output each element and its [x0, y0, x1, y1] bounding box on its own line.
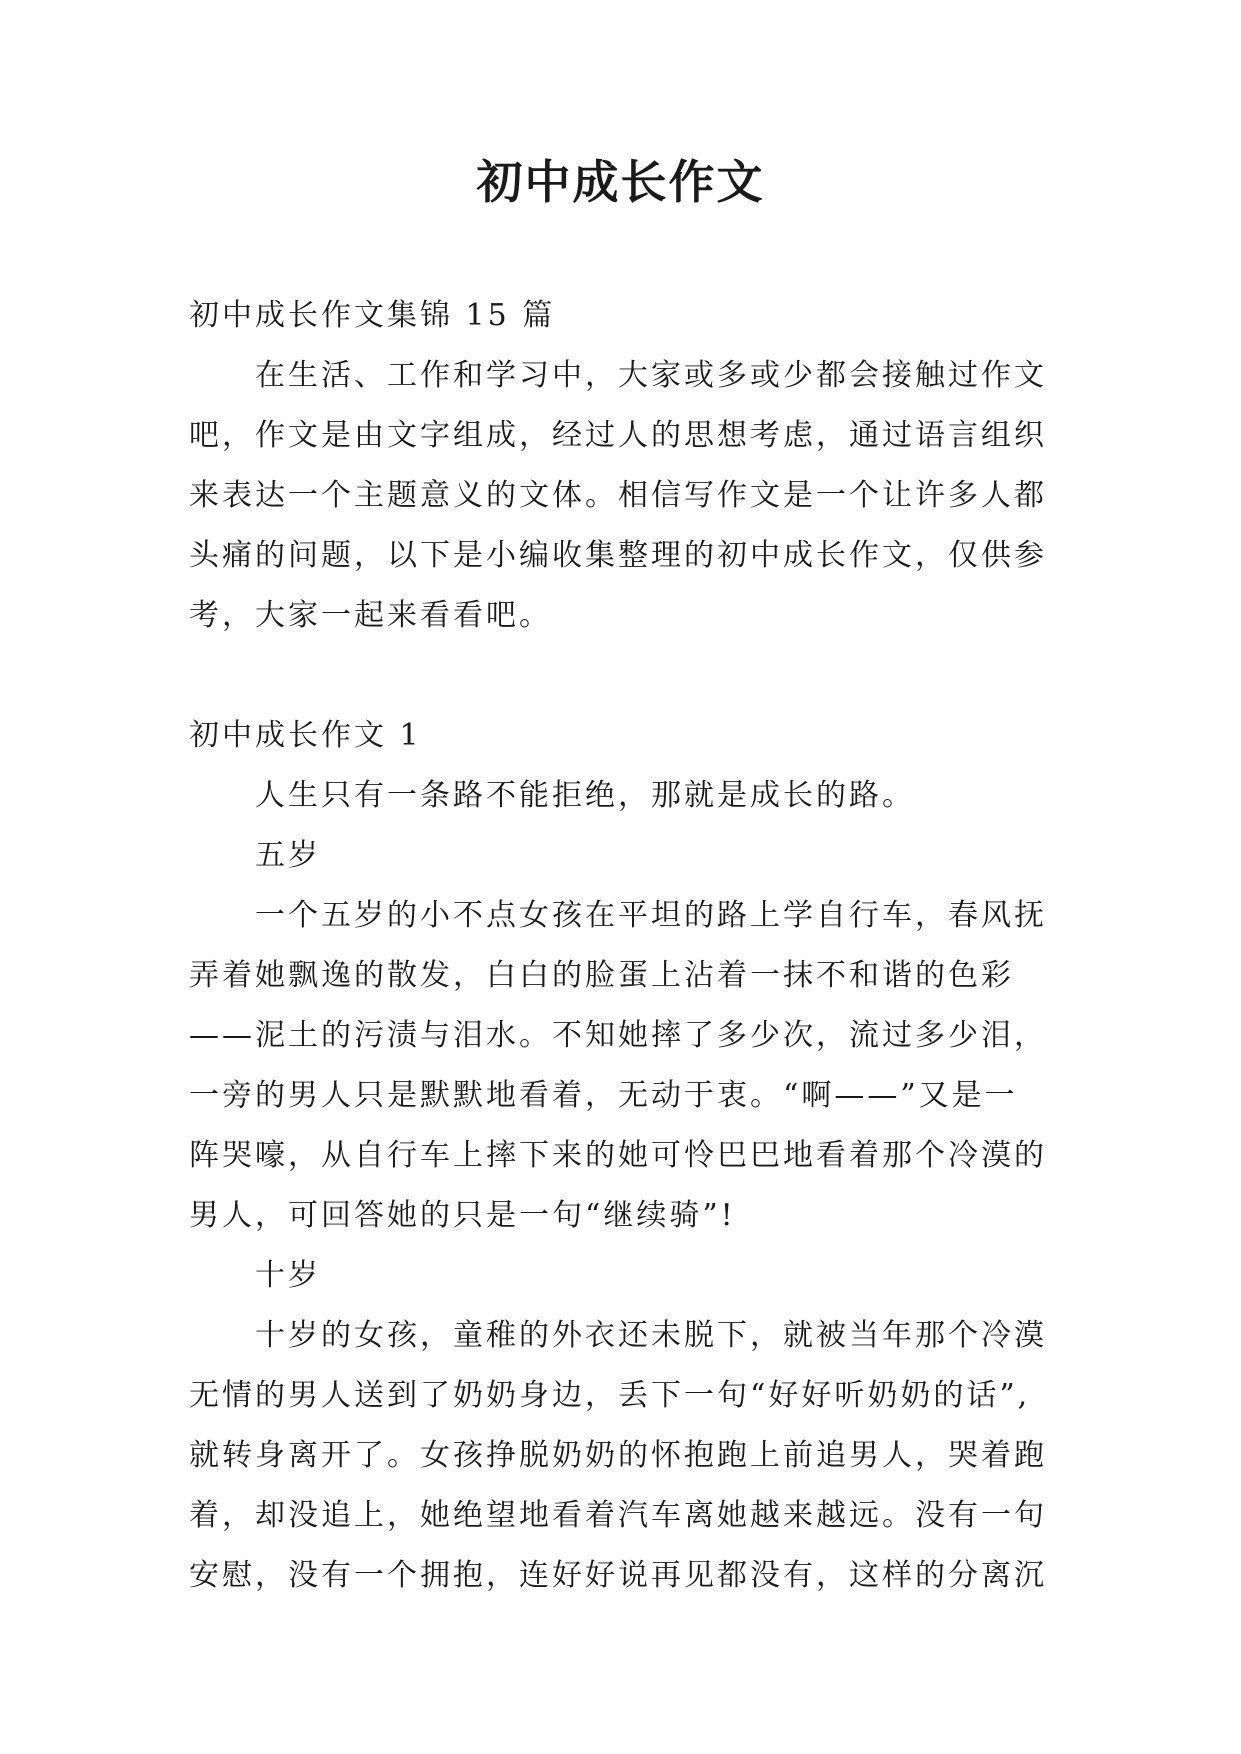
paragraph-line: 十岁的女孩，童稚的外衣还未脱下，就被当年那个冷漠 [255, 1318, 1047, 1353]
paragraph-line: 一个五岁的小不点女孩在平坦的路上学自行车，春风抚 [255, 898, 1047, 933]
document-body [189, 286, 1059, 1606]
paragraph-gap [189, 646, 1059, 706]
section-heading: 初中成长作文 1 [189, 718, 422, 753]
paragraph-line: 安慰，没有一个拥抱，连好好说再见都没有，这样的分离沉 [189, 1558, 1047, 1593]
intro-line: 在生活、工作和学习中，大家或多或少都会接触过作文 [255, 358, 1047, 393]
paragraph-line: 就转身离开了。女孩挣脱奶奶的怀抱跑上前追男人，哭着跑 [189, 1438, 1047, 1473]
collection-subtitle: 初中成长作文集锦 15 篇 [189, 298, 556, 333]
paragraph-line: 着，却没追上，她绝望地看着汽车离她越来越远。没有一句 [189, 1498, 1047, 1533]
paragraph-line: 一旁的男人只是默默地看着，无动于衷。“啊——”又是一 [189, 1078, 1018, 1113]
intro-line: 吧，作文是由文字组成，经过人的思想考虑，通过语言组织 [189, 418, 1047, 453]
paragraph-line: 无情的男人送到了奶奶身边，丢下一句“好好听奶奶的话”, [189, 1378, 1031, 1413]
intro-line: 来表达一个主题意义的文体。相信写作文是一个让许多人都 [189, 478, 1047, 513]
age-heading-five: 五岁 [255, 838, 321, 873]
intro-line: 考，大家一起来看看吧。 [189, 598, 552, 633]
opening-line: 人生只有一条路不能拒绝，那就是成长的路。 [255, 778, 915, 813]
paragraph-line: 阵哭嚎，从自行车上摔下来的她可怜巴巴地看着那个冷漠的 [189, 1138, 1047, 1173]
paragraph-line: 男人，可回答她的只是一句“继续骑”! [189, 1198, 736, 1233]
document-title: 初中成长作文 [476, 155, 765, 209]
paragraph-line: ——泥土的污渍与泪水。不知她摔了多少次，流过多少泪， [189, 1018, 1047, 1053]
paragraph-line: 弄着她飘逸的散发，白白的脸蛋上沾着一抹不和谐的色彩 [189, 958, 1014, 993]
age-heading-ten: 十岁 [255, 1258, 321, 1293]
intro-line: 头痛的问题，以下是小编收集整理的初中成长作文，仅供参 [189, 538, 1047, 573]
